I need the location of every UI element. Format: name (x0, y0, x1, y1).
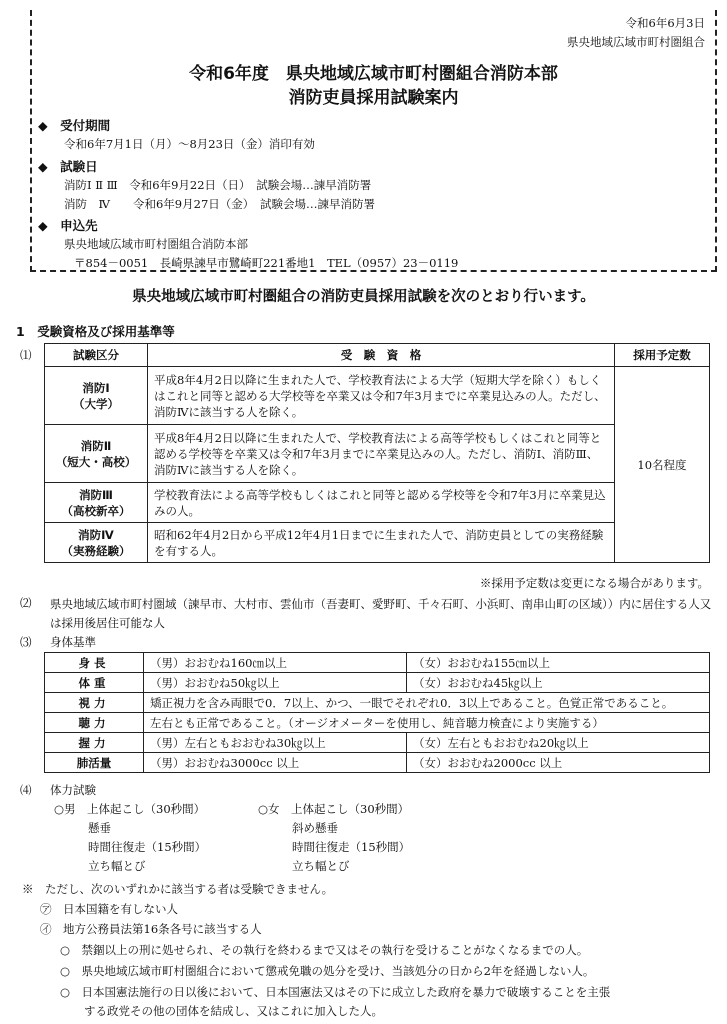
item-number-2: ⑵ (20, 596, 32, 610)
exam-day-line-2: 消防 Ⅳ 令和6年9月27日（金） 試験会場…諫早消防署 (64, 197, 376, 211)
exam-day-section (38, 157, 375, 214)
col-header: 受 験 資 格 (148, 344, 615, 367)
disqualification-b: ㋑ 地方公務員法第16条各号に該当する人 (40, 922, 262, 936)
residence-requirement: 県央地域広域市町村圏域（諫早市、大村市、雲仙市（吾妻町、愛野町、千々石町、小浜町、南串山町の区域））内に居住する人又は採用後居住可能な人 (50, 597, 712, 630)
count-note: ※採用予定数は変更になる場合があります。 (479, 576, 709, 590)
table-row: 聴力 左右とも正常であること。（オージオメーターを使用し、純音聴力検査により実施する） (45, 713, 710, 733)
apply-address: 〒854－0051 長崎県諫早市鷺崎町221番地1 TEL（0957）23－0119 (74, 256, 459, 270)
title-line-2: 消防吏員採用試験案内 (288, 88, 459, 108)
notice-box (30, 10, 717, 272)
section-heading: 1 受験資格及び採用基準等 (16, 324, 175, 339)
issuer: 県央地域広域市町村圏組合 (567, 35, 705, 49)
table-row: 肺活量 （男）おおむね3000cc 以上 （女）おおむね2000cc 以上 (45, 753, 710, 773)
physical-standards-table (44, 652, 710, 773)
disqualification-c1: ○ 禁錮以上の刑に処せられ、その執行を終わるまで又はその執行を受けることがなくなるまでの人。 (60, 943, 589, 957)
item-number-3: ⑶ (20, 635, 32, 649)
table-row (45, 367, 710, 425)
lead-text: 県央地域広域市町村圏組合の消防吏員採用試験を次のとおり行います。 (132, 289, 595, 305)
disqualification-a: ㋐ 日本国籍を有しない人 (40, 902, 178, 916)
category-cell: 消防Ⅱ （短大・高校） (45, 425, 148, 483)
fitness-test-label: 体力試験 (50, 783, 96, 797)
issue-info (567, 14, 705, 52)
reception-period: 令和6年7月1日（月）～8月23日（金）消印有効 (64, 137, 315, 151)
exam-day-line-1: 消防Ⅰ Ⅱ Ⅲ 令和6年9月22日（日） 試験会場…諫早消防署 (64, 178, 372, 192)
reception-section (38, 116, 315, 154)
count-cell: 10名程度 (615, 367, 710, 563)
reception-heading: ◆ 受付期間 (38, 118, 111, 133)
qualification-cell: 平成8年4月2日以降に生まれた人で、学校教育法による高等学校もしくはこれと同等と認める学校等を卒業又は令和7年3月までに卒業見込みの人。ただし、消防Ⅰ、消防Ⅲ、消防Ⅳに該当する人を除く。 (148, 425, 615, 483)
issue-date: 令和6年6月3日 (625, 16, 705, 30)
table-row (45, 425, 710, 483)
qualification-table (44, 343, 710, 563)
disqualification-heading: ※ ただし、次のいずれかに該当する者は受験できません。 (22, 882, 334, 896)
category-cell: 消防Ⅰ （大学） (45, 367, 148, 425)
page-title (32, 62, 715, 110)
fitness-female: ○女 上体起こし（30秒間） 斜め懸垂 時間往復走（15秒間） 立ち幅とび (258, 802, 411, 873)
disqualification-c4: する政党その他の団体を結成し、又はこれに加入した人。 (84, 1004, 383, 1018)
col-header: 試験区分 (45, 344, 148, 367)
qualification-cell: 平成8年4月2日以降に生まれた人で、学校教育法による大学（短期大学を除く）もしくはこれと同等と認める大学校等を卒業又は令和7年3月までに卒業見込みの人。ただし、消防Ⅳに該当する人を除く。 (148, 367, 615, 425)
apply-section (38, 216, 458, 273)
disqualification-c3: ○ 日本国憲法施行の日以後において、日本国憲法又はその下に成立した政府を暴力で破壊することを主張 (60, 985, 611, 999)
table-row: 身長 （男）おおむね160㎝以上 （女）おおむね155㎝以上 (45, 653, 710, 673)
col-header: 採用予定数 (615, 344, 710, 367)
table-row: 視力 矯正視力を含み両眼で0．7以上、かつ、一眼でそれぞれ0．3以上であること。色覚正常であること。 (45, 693, 710, 713)
table-row (45, 483, 710, 523)
category-cell: 消防Ⅲ （高校新卒） (45, 483, 148, 523)
apply-heading: ◆ 申込先 (38, 218, 98, 233)
table-row: 体重 （男）おおむね50㎏以上 （女）おおむね45㎏以上 (45, 673, 710, 693)
table-row: 握力 （男）左右ともおおむね30㎏以上 （女）左右ともおおむね20㎏以上 (45, 733, 710, 753)
title-line-1: 令和6年度 県央地域広域市町村圏組合消防本部 (189, 64, 558, 84)
qualification-cell: 学校教育法による高等学校もしくはこれと同等と認める学校等を令和7年3月に卒業見込みの人。 (148, 483, 615, 523)
disqualification-c2: ○ 県央地域広域市町村圏組合において懲戒免職の処分を受け、当該処分の日から2年を経過しない人。 (60, 964, 595, 978)
category-cell: 消防Ⅳ （実務経験） (45, 523, 148, 563)
exam-day-heading: ◆ 試験日 (38, 159, 98, 174)
fitness-male: ○男 上体起こし（30秒間） 懸垂 時間往復走（15秒間） 立ち幅とび (54, 802, 207, 873)
apply-org: 県央地域広域市町村圏組合消防本部 (64, 237, 248, 251)
item-number-4: ⑷ (20, 783, 32, 797)
physical-standards-label: 身体基準 (50, 635, 96, 649)
table-row (45, 523, 710, 563)
qualification-cell: 昭和62年4月2日から平成12年4月1日までに生まれた人で、消防吏員としての実務経験を有する人。 (148, 523, 615, 563)
item-number-1: ⑴ (20, 348, 32, 362)
table-header-row (45, 344, 710, 367)
